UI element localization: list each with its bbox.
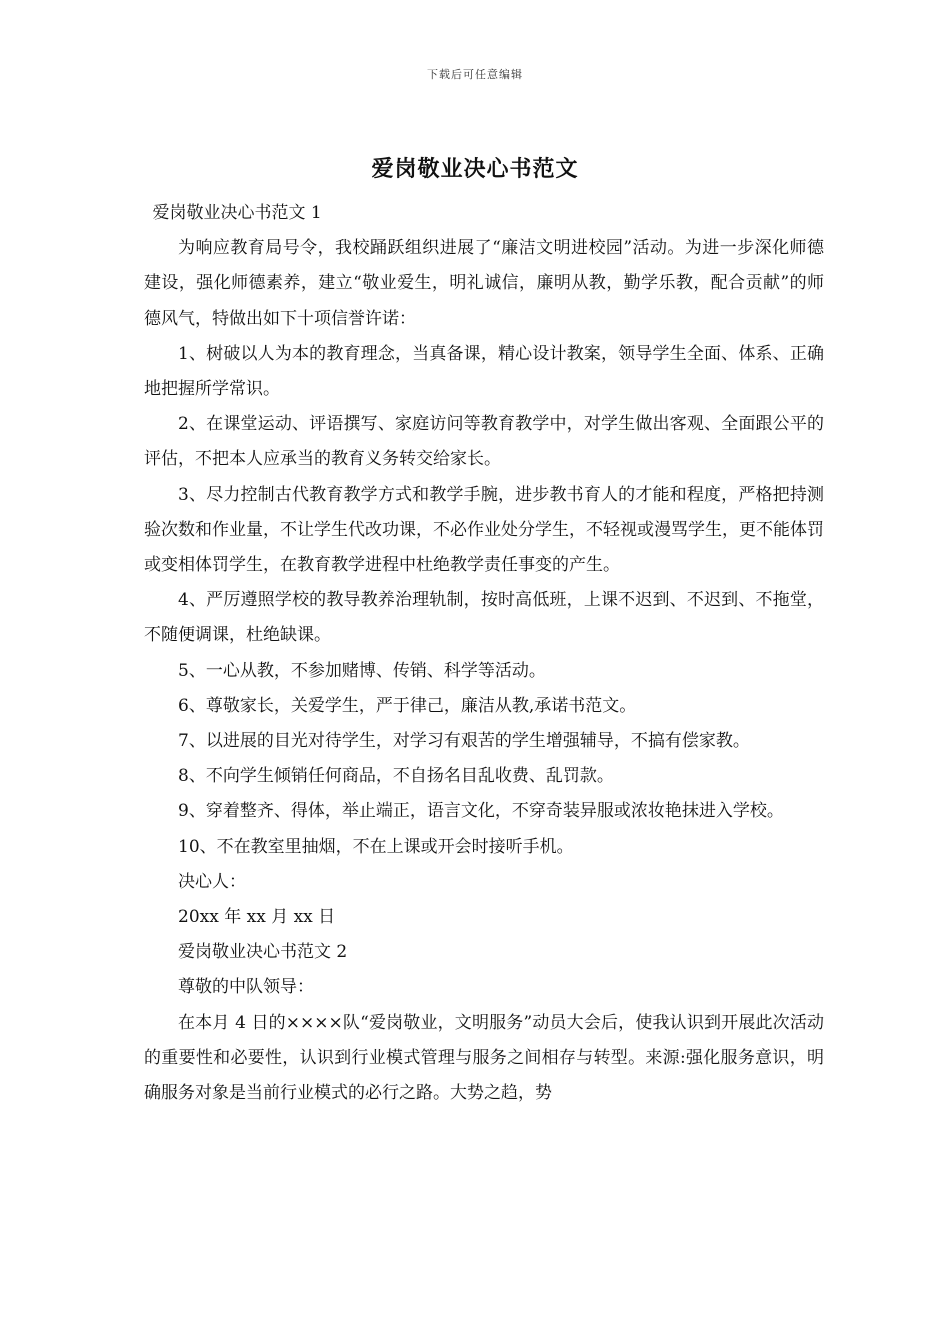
paragraph: 3、尽力控制古代教育教学方式和教学手腕，进步教书育人的才能和程度，严格把持测验次数和作业量，不让学生代改功课，不必作业处分学生，不轻视或漫骂学生，更不能体罚或变相体罚学生，在教育教学进程中杜绝教学责任事变的产生。	[144, 484, 824, 576]
paragraph: 20xx 年 xx 月 xx 日	[178, 907, 336, 928]
paragraph: 1、树破以人为本的教育理念，当真备课，精心设计教案，领导学生全面、体系、正确地把握所学常识。	[144, 343, 824, 400]
paragraph: 决心人：	[178, 871, 246, 892]
paragraph: 爱岗敬业决心书范文 1	[152, 203, 322, 223]
paragraph: 7、以进展的目光对待学生，对学习有艰苦的学生增强辅导，不搞有偿家教。	[178, 731, 750, 752]
paragraph: 9、穿着整齐、得体，举止端正，语言文化，不穿奇装异服或浓妆艳抹进入学校。	[178, 801, 784, 822]
paragraph: 5、一心从教，不参加赌博、传销、科学等活动。	[178, 660, 546, 681]
paragraph: 8、不向学生倾销任何商品，不自扬名目乱收费、乱罚款。	[178, 766, 614, 787]
paragraph: 2、在课堂运动、评语撰写、家庭访问等教育教学中，对学生做出客观、全面跟公平的评估，不把本人应承当的教育义务转交给家长。	[144, 414, 824, 470]
document-body	[144, 196, 824, 1111]
paragraph: 6、尊敬家长，关爱学生，严于律己，廉洁从教,承诺书范文。	[178, 695, 637, 716]
paragraph: 尊敬的中队领导：	[178, 977, 314, 998]
paragraph: 在本月 4 日的××××队“爱岗敬业，文明服务”动员大会后，使我认识到开展此次活动的重要性和必要性，认识到行业模式管理与服务之间相存与转型。来源:强化服务意识，明确服务对象是当前行业模式的必行之路。大势之趋，势	[144, 1012, 824, 1104]
paragraph: 10、不在教室里抽烟，不在上课或开会时接听手机。	[178, 836, 574, 857]
paragraph: 爱岗敬业决心书范文 2	[178, 942, 348, 963]
paragraph: 4、严厉遵照学校的教导教养治理轨制，按时高低班，上课不迟到、不迟到、不拖堂，不随便调课，杜绝缺课。	[144, 590, 824, 646]
header-note: 下载后可任意编辑	[427, 68, 523, 81]
document-title: 爱岗敬业决心书范文	[371, 156, 579, 182]
paragraph: 为响应教育局号令，我校踊跃组织进展了“廉洁文明进校园”活动。为进一步深化师德建设，强化师德素养，建立“敬业爱生，明礼诚信，廉明从教，勤学乐教，配合贡献”的师德风气，特做出如下十项信誉许诺：	[144, 238, 824, 329]
